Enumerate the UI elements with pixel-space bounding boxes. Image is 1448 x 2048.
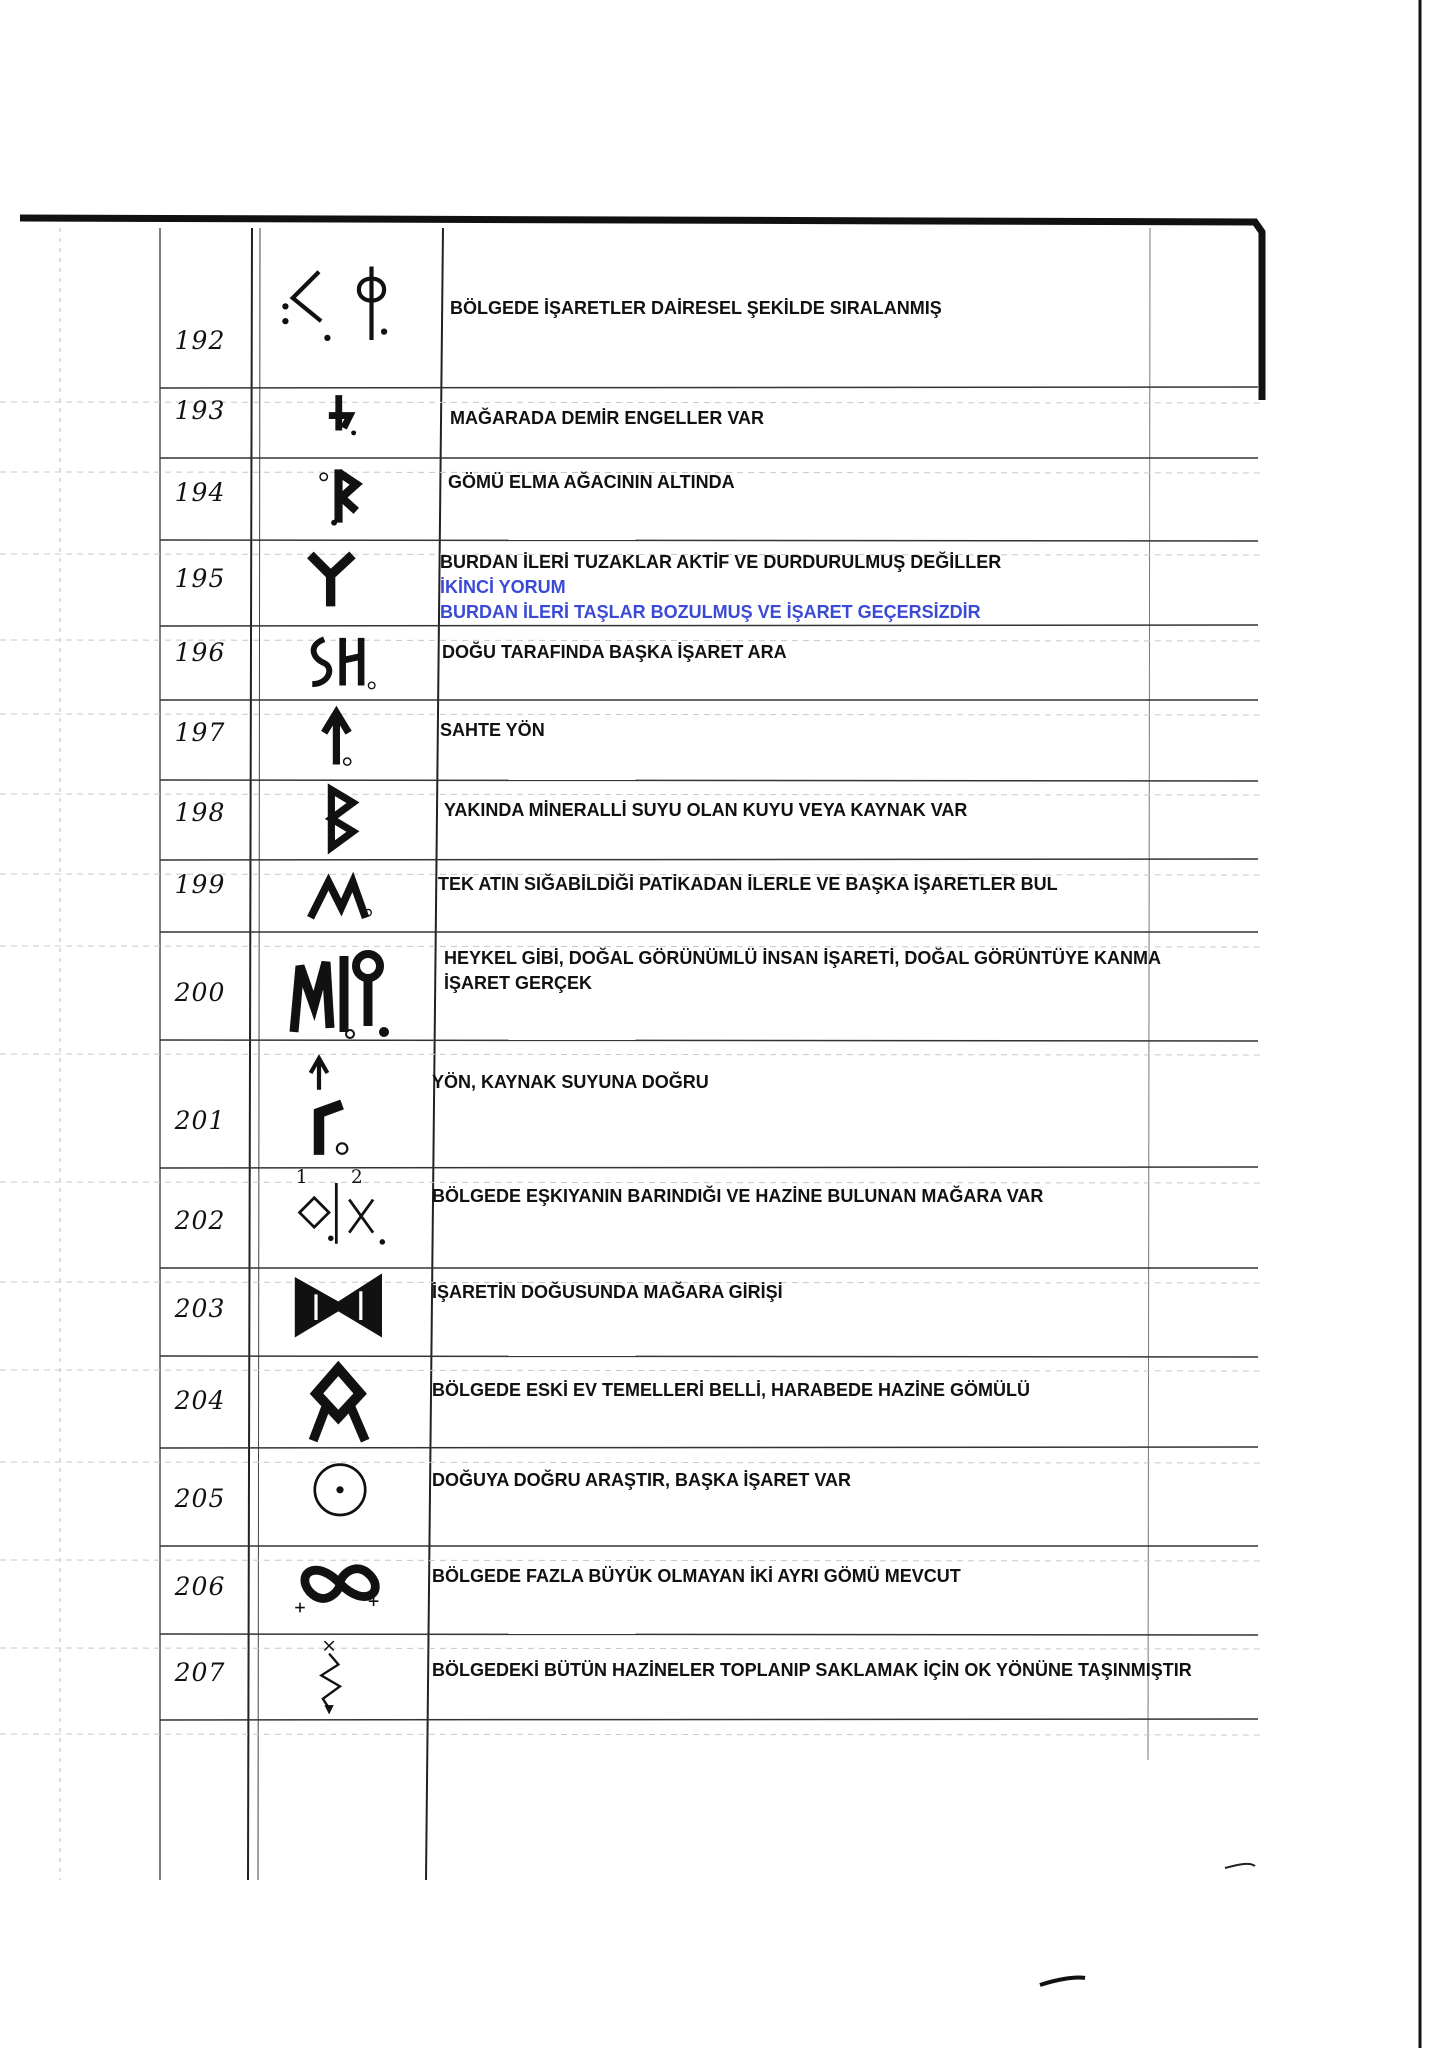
description-line: BÖLGEDE ESKİ EV TEMELLERİ BELLİ, HARABEDE HAZİNE GÖMÜLÜ (432, 1380, 1031, 1400)
hand-drawn-sign-205-icon (265, 1452, 415, 1542)
description-line: BÖLGEDE EŞKIYANIN BARINDIĞI VE HAZİNE BULUNAN MAĞARA VAR (432, 1186, 1044, 1206)
hand-drawn-sign-202-icon (265, 1167, 415, 1264)
row-number: 193 (174, 396, 226, 425)
hand-drawn-sign-193-icon (265, 392, 415, 454)
row-number: 197 (174, 718, 226, 747)
row-number: 198 (174, 798, 226, 827)
row-number: 202 (174, 1206, 226, 1235)
description-line: BÖLGEDE İŞARETLER DAİRESEL ŞEKİLDE SIRALANMIŞ (450, 298, 942, 318)
row-description (444, 798, 967, 823)
hand-drawn-sign-200-icon (265, 936, 415, 1036)
row-number: 206 (174, 1572, 226, 1601)
hand-drawn-sign-194-icon (265, 462, 415, 536)
description-line: DOĞUYA DOĞRU ARAŞTIR, BAŞKA İŞARET VAR (432, 1470, 852, 1490)
row-number: 207 (174, 1658, 226, 1687)
row-number: 203 (174, 1294, 226, 1323)
row-number: 194 (174, 478, 226, 507)
description-line: BURDAN İLERİ TUZAKLAR AKTİF VE DURDURULMUŞ DEĞİLLER (440, 552, 1002, 572)
row-description (432, 1378, 1030, 1403)
hand-drawn-sign-198-icon (265, 784, 415, 856)
description-line: YAKINDA MİNERALLİ SUYU OLAN KUYU VEYA KAYNAK VAR (444, 800, 968, 820)
hand-drawn-sign-199-icon (265, 864, 415, 928)
row-description (432, 1468, 851, 1493)
hand-drawn-sign-192-icon (265, 256, 415, 361)
hand-drawn-sign-196-icon (265, 630, 415, 696)
description-line: HEYKEL GİBİ, DOĞAL GÖRÜNÜMLÜ İNSAN İŞARETİ, DOĞAL GÖRÜNTÜYE KANMA (444, 948, 1162, 968)
row-description (432, 1280, 783, 1305)
row-number: 196 (174, 638, 226, 667)
description-line: İŞARET GERÇEK (444, 973, 593, 993)
row-description (450, 296, 942, 321)
description-line: BÖLGEDEKİ BÜTÜN HAZİNELER TOPLANIP SAKLAMAK İÇİN OK YÖNÜNE TAŞINMIŞTIR (432, 1660, 1192, 1680)
symbol-label-2: 2 (351, 1167, 363, 1189)
row-number: 200 (174, 978, 226, 1007)
hand-drawn-sign-197-icon (265, 704, 415, 776)
hand-drawn-sign-204-icon (265, 1360, 415, 1444)
row-number: 204 (174, 1386, 226, 1415)
second-interpretation-line: BURDAN İLERİ TAŞLAR BOZULMUŞ VE İŞARET GEÇERSİZDİR (440, 602, 981, 622)
description-line: MAĞARADA DEMİR ENGELLER VAR (450, 408, 764, 428)
row-number: 195 (174, 564, 226, 593)
description-line: SAHTE YÖN (440, 720, 545, 740)
description-line: YÖN, KAYNAK SUYUNA DOĞRU (432, 1072, 709, 1092)
row-number: 201 (174, 1106, 226, 1135)
hand-drawn-sign-195-icon (265, 544, 415, 622)
symbol-label-1: 1 (295, 1167, 308, 1189)
row-description (432, 1564, 961, 1589)
row-number: 205 (174, 1484, 226, 1513)
description-line: DOĞU TARAFINDA BAŞKA İŞARET ARA (442, 642, 787, 662)
second-interpretation-line: İKİNCİ YORUM (440, 577, 566, 597)
row-description (442, 640, 787, 665)
row-description (440, 550, 1001, 625)
description-line: BÖLGEDE FAZLA BÜYÜK OLMAYAN İKİ AYRI GÖMÜ MEVCUT (432, 1566, 961, 1586)
description-line: TEK ATIN SIĞABİLDİĞİ PATİKADAN İLERLE VE BAŞKA İŞARETLER BUL (438, 874, 1058, 894)
row-description (438, 872, 1058, 897)
row-description (440, 718, 545, 743)
description-line: GÖMÜ ELMA AĞACININ ALTINDA (448, 472, 735, 492)
hand-drawn-sign-207-icon (265, 1638, 415, 1716)
row-description (432, 1070, 709, 1095)
row-description (432, 1658, 1192, 1683)
row-description (450, 406, 764, 431)
description-line: İŞARETİN DOĞUSUNDA MAĞARA GİRİŞİ (432, 1282, 783, 1302)
row-description (448, 470, 735, 495)
hand-drawn-sign-201-icon (265, 1052, 415, 1157)
row-description (432, 1184, 1043, 1209)
row-number: 199 (174, 870, 226, 899)
row-number: 192 (174, 326, 226, 355)
row-description (444, 946, 1161, 996)
hand-drawn-sign-206-icon (265, 1550, 415, 1630)
hand-drawn-sign-203-icon (265, 1272, 415, 1352)
